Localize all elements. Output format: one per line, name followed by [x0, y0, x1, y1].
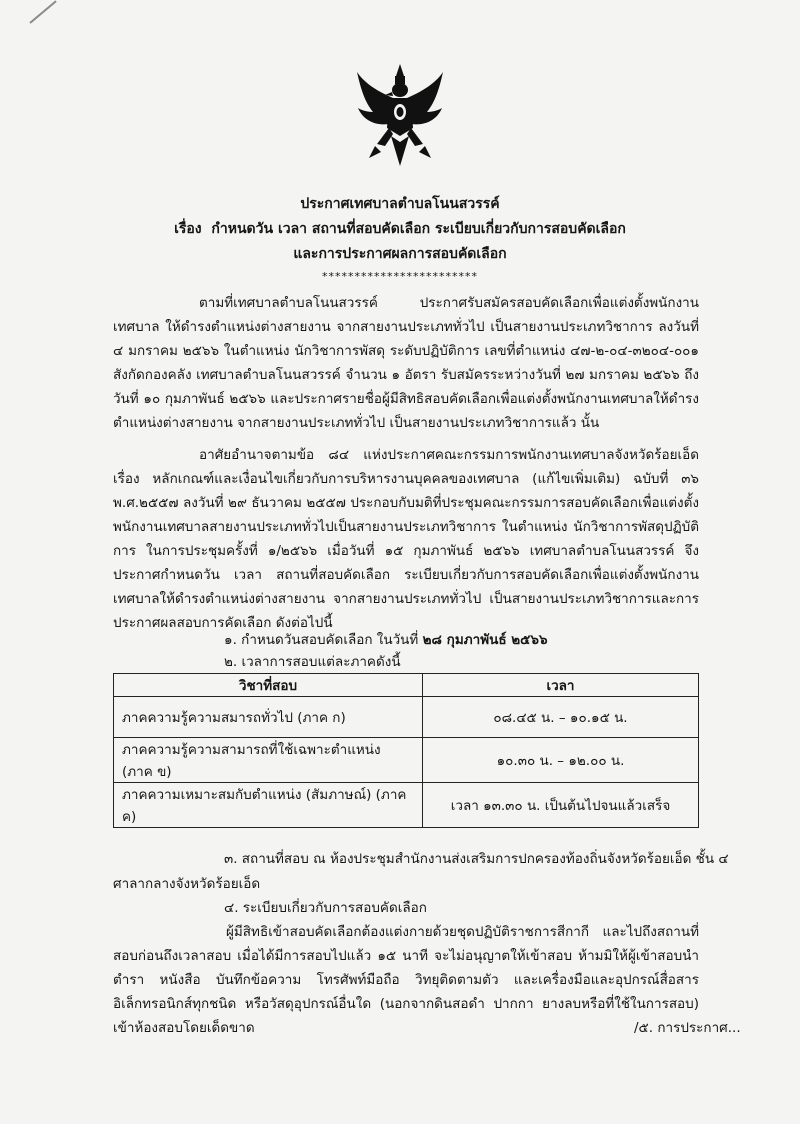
item-exam-date-label: ๑. กำหนดวันสอบคัดเลือก ในวันที่	[224, 632, 419, 648]
garuda-emblem-icon	[355, 62, 445, 168]
exam-schedule-table	[113, 673, 699, 828]
item-exam-venue-line2: ศาลากลางจังหวัดร้อยเอ็ด	[113, 876, 261, 892]
announcement-subject-line1	[0, 220, 800, 238]
item-exam-rules: ๔. ระเบียบเกี่ยวกับการสอบคัดเลือก	[224, 900, 427, 916]
col-header-subject: วิชาที่สอบ	[114, 674, 423, 697]
title-separator: ************************	[322, 270, 478, 283]
col-header-time: เวลา	[423, 674, 699, 697]
subject-prefix: เรื่อง	[174, 221, 202, 237]
item-exam-times: ๒. เวลาการสอบแต่ละภาคดังนี้	[224, 654, 401, 670]
row-time: ๐๘.๔๕ น. – ๑๐.๑๕ น.	[423, 697, 699, 738]
table-header-row	[114, 674, 699, 697]
row-time: เวลา ๑๓.๓๐ น. เป็นต้นไปจนแล้วเสร็จ	[423, 783, 699, 828]
continuation-note: /๕. การประกาศ...	[634, 1020, 741, 1036]
item-exam-date-value: ๒๘ กุมภาพันธ์ ๒๕๖๖	[422, 632, 548, 648]
item-exam-venue-line1: ๓. สถานที่สอบ ณ ห้องประชุมสำนักงานส่งเสริมการปกครองท้องถิ่นจังหวัดร้อยเอ็ด ชั้น ๔	[224, 851, 729, 867]
subject-text: กำหนดวัน เวลา สถานที่สอบคัดเลือก ระเบียบเกี่ยวกับการสอบคัดเลือก	[211, 221, 626, 237]
table-row	[114, 738, 699, 783]
announcement-subject-line2: และการประกาศผลการสอบคัดเลือก	[293, 246, 507, 262]
table-row	[114, 697, 699, 738]
announcement-title: ประกาศเทศบาลตำบลโนนสวรรค์	[300, 196, 500, 212]
paragraph-exam-rules: ผู้มีสิทธิเข้าสอบคัดเลือกต้องแต่งกายด้วยชุดปฏิบัติราชการสีกากี และไปถึงสถานที่สอบก่อนถึงเวลาสอบ เมื่อได้มีการสอบไปแล้ว ๑๕ นาที จะไม่อนุญาตให้เข้าสอบ ห้ามมิให้ผู้เข้าสอบนำตำรา หนังสือ บันทึกข้อความ โทรศัพท์มือถือ วิทยุติดตามตัว และเครื่องมือและอุปกรณ์สื่อสารอิเล็กทรอนิกส์ทุกชนิด หรือวัสดุอุปกรณ์อื่นใด (นอกจากดินสอดำ ปากกา ยางลบหรือที่ใช้ในการสอบ) เข้าห้องสอบโดยเด็ดขาด	[113, 924, 699, 1036]
paragraph-background: ตามที่เทศบาลตำบลโนนสวรรค์ ประกาศรับสมัครสอบคัดเลือกเพื่อแต่งตั้งพนักงานเทศบาล ให้ดำรงตำแหน่งต่างสายงาน จากสายงานประเภททั่วไป เป็นสายงานประเภทวิชาการ ลงวันที่ ๔ มกราคม ๒๕๖๖ ในตำแหน่ง นักวิชาการพัสดุ ระดับปฏิบัติการ เลขที่ตำแหน่ง ๔๗-๒-๐๔-๓๒๐๔-๐๐๑ สังกัดกองคลัง เทศบาลตำบลโนนสวรรค์ จำนวน ๑ อัตรา รับสมัครระหว่างวันที่ ๒๗ มกราคม ๒๕๖๖ ถึงวันที่ ๑๐ กุมภาพันธ์ ๒๕๖๖ และประกาศรายชื่อผู้มีสิทธิสอบคัดเลือกเพื่อแต่งตั้งพนักงานเทศบาลให้ดำรงตำแหน่งต่างสายงาน จากสายงานประเภททั่วไป เป็นสายงานประเภทวิชาการแล้ว นั้น	[113, 295, 699, 431]
row-subject: ภาคความรู้ความสมารถทั่วไป (ภาค ก)	[114, 697, 423, 738]
paragraph-authority: อาศัยอำนาจตามข้อ ๘๔ แห่งประกาศคณะกรรมการพนักงานเทศบาลจังหวัดร้อยเอ็ด เรื่อง หลักเกณฑ์และเงื่อนไขเกี่ยวกับการบริหารงานบุคคลของเทศบาล (แก้ไขเพิ่มเติม) ฉบับที่ ๓๖ พ.ศ.๒๕๕๗ ลงวันที่ ๒๙ ธันวาคม ๒๕๕๗ ประกอบกับมติที่ประชุมคณะกรรมการสอบคัดเลือกเพื่อแต่งตั้งพนักงานเทศบาลสายงานประเภททั่วไปเป็นสายงานประเภทวิชาการ ในตำแหน่ง นักวิชาการพัสดุปฏิบัติการ ในการประชุมครั้งที่ ๑/๒๕๖๖ เมื่อวันที่ ๑๕ กุมภาพันธ์ ๒๕๖๖ เทศบาลตำบลโนนสวรรค์ จึงประกาศกำหนดวัน เวลา สถานที่สอบคัดเลือก ระเบียบเกี่ยวกับการสอบคัดเลือกเพื่อแต่งตั้งพนักงานเทศบาลให้ดำรงตำแหน่งต่างสายงาน จากสายงานประเภททั่วไป เป็นสายงานประเภทวิชาการและการประกาศผลสอบการคัดเลือก ดังต่อไปนี้	[113, 447, 699, 631]
pen-mark	[29, 0, 56, 23]
item-exam-date	[224, 628, 548, 652]
row-time: ๑๐.๓๐ น. – ๑๒.๐๐ น.	[423, 738, 699, 783]
table-row	[114, 783, 699, 828]
row-subject: ภาคความเหมาะสมกับตำแหน่ง (สัมภาษณ์) (ภาค ค)	[114, 783, 423, 828]
row-subject: ภาคความรู้ความสามารถที่ใช้เฉพาะตำแหน่ง (ภาค ข)	[114, 738, 423, 783]
